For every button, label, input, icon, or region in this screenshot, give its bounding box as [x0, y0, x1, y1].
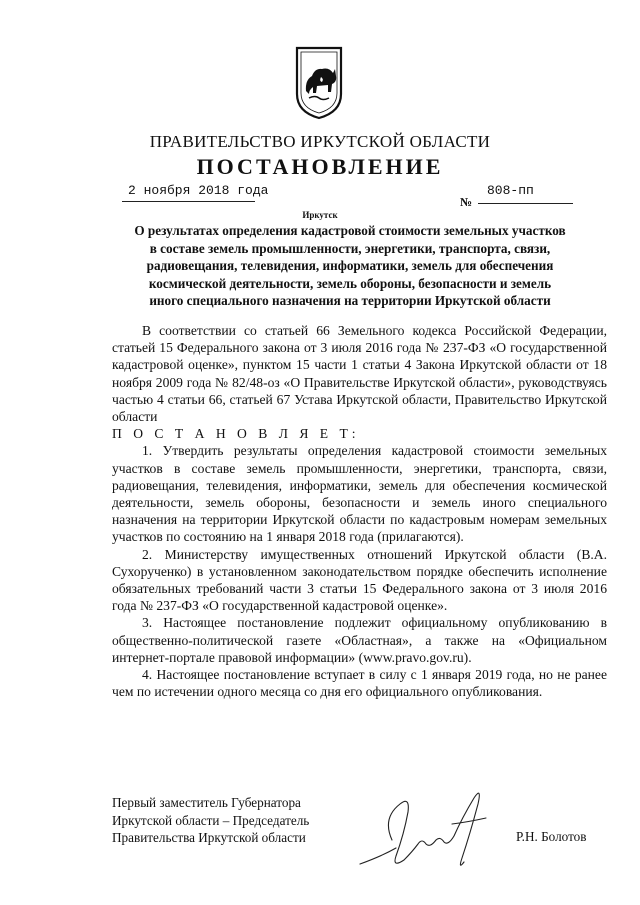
- document-number: 808-пп: [487, 183, 534, 198]
- government-title: ПРАВИТЕЛЬСТВО ИРКУТСКОЙ ОБЛАСТИ: [149, 132, 491, 151]
- number-sign: №: [460, 195, 473, 209]
- position-line: Первый заместитель Губернатора: [112, 795, 301, 810]
- heading-line: иного специального назначения на территории Иркутской области: [149, 293, 551, 308]
- signer-name: Р.Н. Болотов: [516, 829, 587, 844]
- document-body: [112, 322, 607, 700]
- date-underline: [122, 201, 255, 202]
- item-1-paragraph: 1. Утвердить результаты определения кадастровой стоимости земельных участков в составе земель промышленности, энергетики, транспорта, связи, радиовещания, телевидения, информатики, земель для обеспечения космической деятельности, земель обороны, безопасности и земель иного специального назначения на территории Иркутской области по кадастровым номерам земельных участков по состоянию на 1 января 2018 года (прилагаются).: [112, 443, 607, 545]
- document-heading: [105, 222, 595, 310]
- heading-line: О результатах определения кадастровой стоимости земельных участков: [134, 223, 566, 238]
- item-2-paragraph: 2. Министерству имущественных отношений Иркутской области (В.А. Сухорученко) в установленном законодательством порядке обеспечить исполнение обязательных требований части 3 статьи 15 Федерального закона от 3 июля 2016 года № 237-ФЗ «О государственной кадастровой оценке».: [112, 546, 607, 614]
- document-date: 2 ноября 2018 года: [128, 183, 269, 198]
- position-line: Правительства Иркутской области: [112, 830, 306, 845]
- item-4-paragraph: 4. Настоящее постановление вступает в силу с 1 января 2019 года, но не ранее чем по истечении одного месяца со дня его официального опубликования.: [112, 667, 607, 700]
- heading-line: радиовещания, телевидения, информатики, земель для обеспечения: [146, 258, 554, 273]
- preamble-paragraph: В соответствии со статьей 66 Земельного кодекса Российской Федерации, статьей 15 Федерального закона от 3 июля 2016 года № 237-ФЗ «О государственной кадастровой оценке», пунктом 15 части 1 статьи 4 Закона Иркутской области от 18 ноября 2009 года № 82/48-оз «О Правительстве Иркутской области», руководствуясь частью 4 статьи 66, статьей 67 Устава Иркутской области, Правительство Иркутской области: [112, 323, 607, 425]
- coat-of-arms-icon: [295, 46, 343, 120]
- item-3-paragraph: 3. Настоящее постановление подлежит официальному опубликованию в общественно-политической газете «Областная», а также на «Официальном интернет-портале правовой информации» (www.pravo.gov.ru).: [112, 615, 607, 665]
- number-underline: [478, 203, 573, 204]
- signatory-position: [112, 794, 309, 847]
- issue-city: Иркутск: [302, 210, 338, 220]
- decree-word: П О С Т А Н О В Л Я Е Т:: [112, 426, 360, 442]
- heading-line: космической деятельности, земель обороны, безопасности и земель: [148, 275, 552, 291]
- handwritten-signature: [352, 778, 502, 878]
- heading-line: в составе земель промышленности, энергетики, транспорта, связи,: [149, 240, 551, 256]
- document-type-title: ПОСТАНОВЛЕНИЕ: [196, 154, 444, 179]
- position-line: Иркутской области – Председатель: [112, 812, 310, 828]
